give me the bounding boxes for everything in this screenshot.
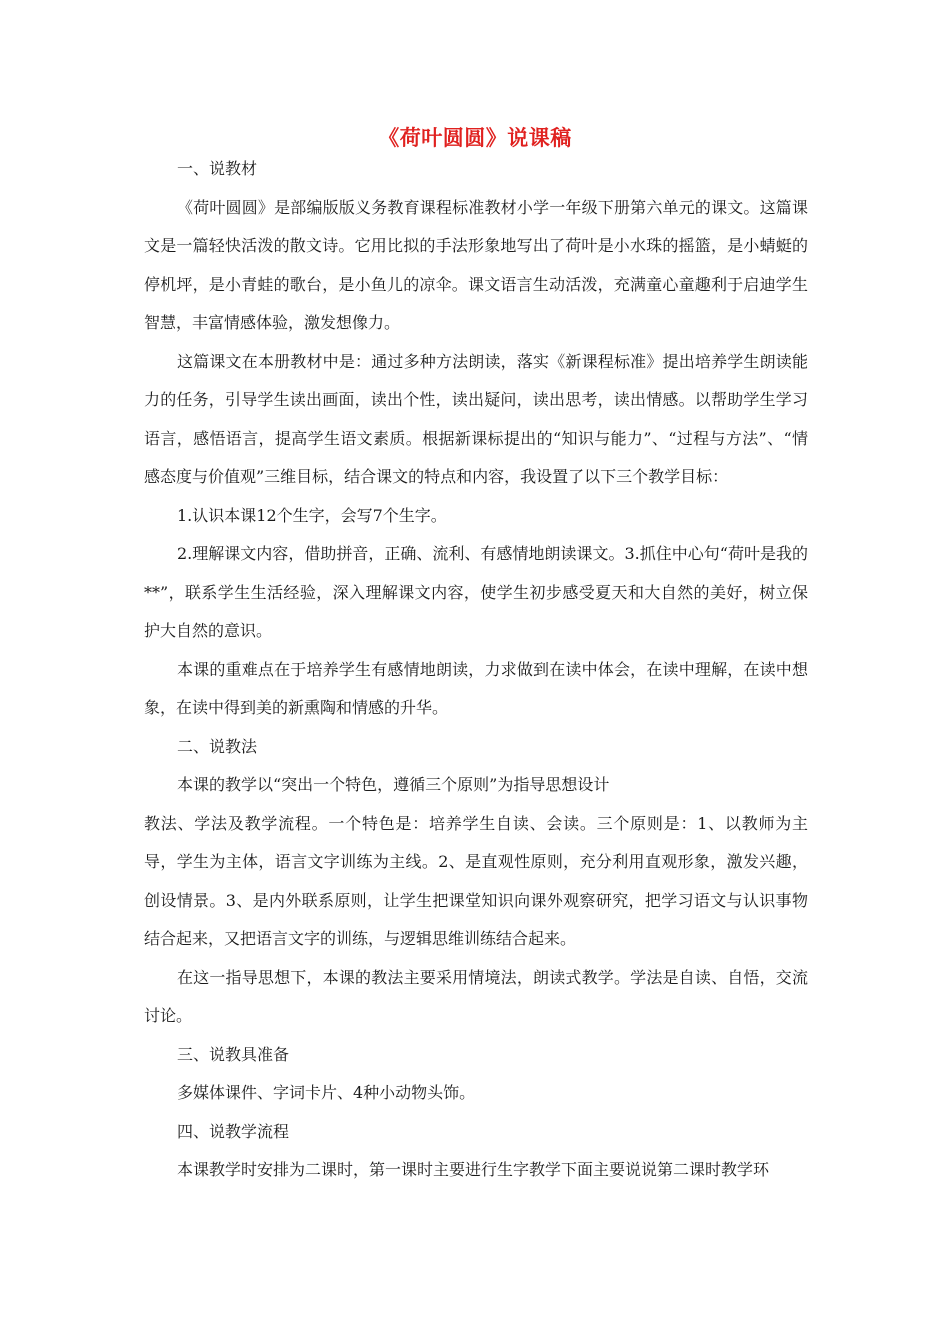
document-title: 《荷叶圆圆》说课稿: [378, 125, 572, 150]
body-paragraph: 在这一指导思想下，本课的教法主要采用情境法，朗读式教学。学法是自读、自悟，交流讨论。: [144, 967, 808, 1025]
body-paragraph: 这篇课文在本册教材中是：通过多种方法朗读，落实《新课程标准》提出培养学生朗读能力的任务，引导学生读出画面，读出个性，读出疑问，读出思考，读出情感。以帮助学生学习语言，感悟语言，提高学生语文素质。根据新课标提出的“知识与能力”、“过程与方法”、“情感态度与价值观”三维目标，结合课文的特点和内容，我设置了以下三个教学目标：: [144, 351, 808, 486]
body-paragraph: 多媒体课件、字词卡片、4种小动物头饰。: [177, 1083, 476, 1102]
section-heading: 一、说教材: [177, 159, 258, 178]
body-paragraph: 1.认识本课12个生字，会写7个生字。: [177, 505, 447, 525]
body-paragraph: 本课教学时安排为二课时，第一课时主要进行生字教学下面主要说说第二课时教学环: [177, 1160, 770, 1179]
section-heading: 二、说教法: [177, 736, 258, 756]
body-paragraph: 《荷叶圆圆》是部编版版义务教育课程标准教材小学一年级下册第六单元的课文。这篇课文是一篇轻快活泼的散文诗。它用比拟的手法形象地写出了荷叶是小水珠的摇篮，是小蜻蜓的停机坪，是小青蛙的歌台，是小鱼儿的凉伞。课文语言生动活泼，充满童心童趣利于启迪学生智慧，丰富情感体验，激发想像力。: [144, 197, 808, 332]
body-paragraph: 2.理解课文内容，借助拼音，正确、流利、有感情地朗读课文。3.抓住中心句“荷叶是我的**”，联系学生生活经验，深入理解课文内容，使学生初步感受夏天和大自然的美好，树立保护大自然的意识。: [144, 544, 808, 640]
section-heading: 三、说教具准备: [177, 1044, 290, 1064]
body-paragraph: 教法、学法及教学流程。一个特色是：培养学生自读、会读。三个原则是：1、以教师为主导，学生为主体，语言文字训练为主线。2、是直观性原则，充分利用直观形象，激发兴趣，创设情景。3、是内外联系原则，让学生把课堂知识向课外观察研究，把学习语文与认识事物结合起来，又把语言文字的训练，与逻辑思维训练结合起来。: [144, 813, 808, 948]
body-paragraph: 本课的教学以“突出一个特色，遵循三个原则”为指导思想设计: [177, 775, 610, 794]
section-heading: 四、说教学流程: [177, 1121, 290, 1141]
body-paragraph: 本课的重难点在于培养学生有感情地朗读，力求做到在读中体会，在读中理解，在读中想象，在读中得到美的新熏陶和情感的升华。: [144, 659, 808, 717]
document-body: [144, 150, 808, 1190]
